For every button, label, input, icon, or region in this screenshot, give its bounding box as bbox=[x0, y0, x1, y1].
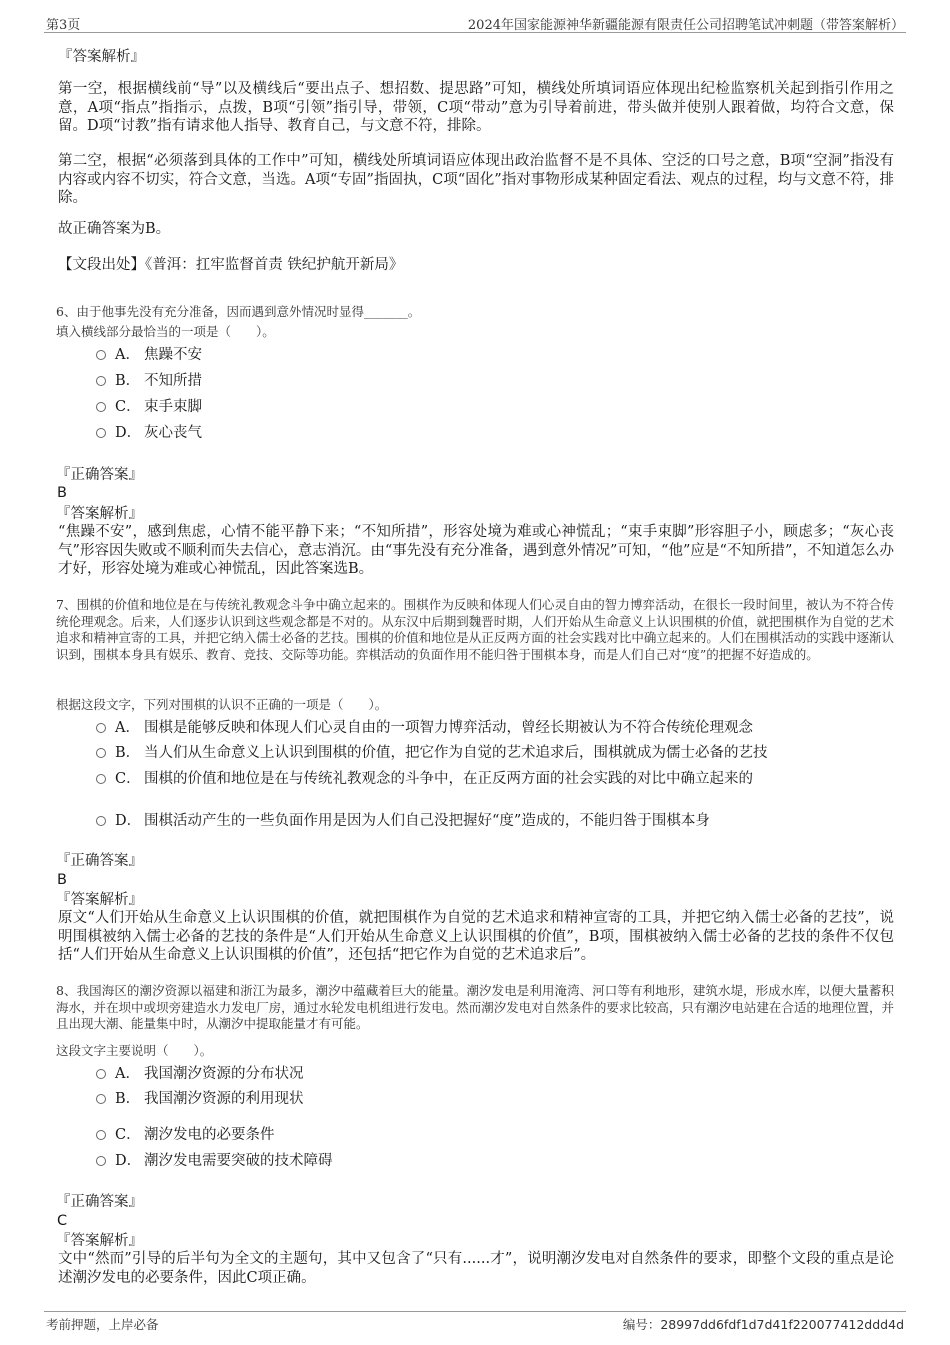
q5-source: 【文段出处】《普洱：扛牢监督首责 铁纪护航开新局》 bbox=[58, 257, 404, 273]
radio-icon[interactable] bbox=[96, 376, 106, 386]
q7-analysis-label: 『答案解析』 bbox=[56, 892, 143, 908]
q8-option-a[interactable]: A． 我国潮汐资源的分布状况 bbox=[96, 1065, 304, 1083]
radio-icon[interactable] bbox=[96, 428, 106, 438]
q6-stem: 6、由于他事先没有充分准备，因而遇到意外情况时显得_______。 bbox=[56, 304, 421, 319]
page-number: 第3页 bbox=[46, 18, 81, 33]
q8-analysis: 文中“然而”引导的后半句为全文的主题句，其中又包含了“只有......才”，说明潮汐发电对自然条件的要求，即整个文段的重点是论述潮汐发电的必要条件，因此C项正确。 bbox=[58, 1251, 894, 1286]
footer-slogan: 考前押题，上岸必备 bbox=[46, 1317, 159, 1332]
q6-answer: B bbox=[57, 485, 67, 501]
q6-answer-label: 『正确答案』 bbox=[56, 467, 143, 483]
q7-stem: 7、围棋的价值和地位是在与传统礼教观念斗争中确立起来的。围棋作为反映和体现人们心灵自由的智力博弈活动，在很长一段时间里，被认为不符合传统伦理观念。后来，人们逐步认识到这些观念都是不对的。从东汉中后期到魏晋时期，人们开始从生命意义上认识围棋的价值，就把围棋作为自觉的艺术追求和精神宣寄的工具，并把它纳入儒士必备的艺技。围棋的价值和地位是从正反两方面的社会实践对比中确立起来的。人们在围棋活动的实践中逐渐认识到，围棋本身具有娱乐、教育、竞技、交际等功能。弈棋活动的负面作用不能归咎于围棋本身，而是人们自己对“度”的把握不好造成的。 bbox=[56, 597, 894, 662]
q5-analysis-p1: 第一空，根据横线前“导”以及横线后“要出点子、想招数、提思路”可知，横线处所填词语应体现出纪检监察机关起到指引作用之意，A项“指点”指指示，点拨，B项“引领”指引导，带领，C项“带动”意为引导着前进，带头做并使别人跟着做，均符合文意，保留。D项“讨教”指有请求他人指导、教育自己，与文意不符，排除。 bbox=[58, 81, 894, 134]
q7-option-a[interactable]: A． 围棋是能够反映和体现人们心灵自由的一项智力博弈活动，曾经长期被认为不符合传统伦理观念 bbox=[96, 719, 753, 737]
q8-option-c[interactable]: C． 潮汐发电的必要条件 bbox=[96, 1126, 275, 1144]
q7-analysis: 原文“人们开始从生命意义上认识围棋的价值，就把围棋作为自觉的艺术追求和精神宣寄的工具，并把它纳入儒士必备的艺技”，说明围棋被纳入儒士必备的艺技的条件是“人们开始从生命意义上认识围棋的价值”，B项，围棋被纳入儒士必备的艺技的条件不仅包括“人们开始从生命意义上认识围棋的价值”，还包括“把它作为自觉的艺术追求后”。 bbox=[58, 910, 894, 963]
radio-icon[interactable] bbox=[96, 1069, 106, 1079]
radio-icon[interactable] bbox=[96, 748, 106, 758]
radio-icon[interactable] bbox=[96, 1130, 106, 1140]
q8-answer-label: 『正确答案』 bbox=[56, 1194, 143, 1210]
radio-icon[interactable] bbox=[96, 402, 106, 412]
document-code: 编号：28997dd6fdf1d7d41f220077412ddd4d bbox=[622, 1317, 904, 1332]
q6-option-d[interactable]: D． 灰心丧气 bbox=[96, 424, 202, 442]
q5-conclusion: 故正确答案为B。 bbox=[58, 221, 171, 237]
q7-option-d[interactable]: D． 围棋活动产生的一些负面作用是因为人们自己没把握好“度”造成的，不能归咎于围棋本身 bbox=[96, 812, 710, 830]
q8-instruction: 这段文字主要说明（ ）。 bbox=[56, 1043, 213, 1058]
q6-analysis: “焦躁不安”，感到焦虑，心情不能平静下来；“不知所措”，形容处境为难或心神慌乱；“束手束脚”形容胆子小，顾虑多；“灰心丧气”形容因失败或不顺利而失去信心，意志消沉。由“事先没有充分准备，遇到意外情况”可知，“他”应是“不知所措”，不知道怎么办才好，形容处境为难或心神慌乱，因此答案选B。 bbox=[58, 524, 894, 577]
q8-analysis-label: 『答案解析』 bbox=[56, 1233, 143, 1249]
q5-analysis-p2: 第二空，根据“必须落到具体的工作中”可知，横线处所填词语应体现出政治监督不是不具体、空泛的口号之意，B项“空洞”指没有内容或内容不切实，符合文意，当选。A项“专固”指固执，C项“固化”指对事物形成某种固定看法、观点的过程，均与文意不符，排除。 bbox=[58, 153, 894, 206]
page-header bbox=[44, 12, 906, 33]
q8-stem: 8、我国海区的潮汐资源以福建和浙江为最多，潮汐中蕴藏着巨大的能量。潮汐发电是利用淹湾、河口等有利地形，建筑水堤，形成水库，以便大量蓄积海水，并在坝中或坝旁建造水力发电厂房，通过水轮发电机组进行发电。然而潮汐发电对自然条件的要求比较高，只有潮汐电站建在合适的地理位置，并且出现大潮、能量集中时，从潮汐中提取能量才有可能。 bbox=[56, 983, 894, 1031]
q7-option-c[interactable]: C． 围棋的价值和地位是在与传统礼教观念的斗争中，在正反两方面的社会实践的对比中确立起来的 bbox=[96, 770, 753, 788]
q6-option-a[interactable]: A． 焦躁不安 bbox=[96, 346, 202, 364]
q6-option-b[interactable]: B． 不知所措 bbox=[96, 372, 202, 390]
document-title: 2024年国家能源神华新疆能源有限责任公司招聘笔试冲刺题（带答案解析） bbox=[467, 18, 904, 33]
q6-instruction: 填入横线部分最恰当的一项是（ ）。 bbox=[56, 324, 275, 339]
q7-instruction: 根据这段文字，下列对围棋的认识不正确的一项是（ ）。 bbox=[56, 697, 388, 712]
page-footer bbox=[44, 1311, 906, 1332]
radio-icon[interactable] bbox=[96, 816, 106, 826]
radio-icon[interactable] bbox=[96, 723, 106, 733]
q8-answer: C bbox=[57, 1213, 68, 1229]
q5-analysis-label: 『答案解析』 bbox=[58, 49, 145, 65]
q7-answer: B bbox=[57, 872, 67, 888]
q6-option-c[interactable]: C． 束手束脚 bbox=[96, 398, 202, 416]
q7-option-b[interactable]: B． 当人们从生命意义上认识到围棋的价值，把它作为自觉的艺术追求后，围棋就成为儒士必备的艺技 bbox=[96, 744, 768, 762]
radio-icon[interactable] bbox=[96, 1156, 106, 1166]
q8-option-b[interactable]: B． 我国潮汐资源的利用现状 bbox=[96, 1090, 304, 1108]
radio-icon[interactable] bbox=[96, 1094, 106, 1104]
radio-icon[interactable] bbox=[96, 774, 106, 784]
q6-analysis-label: 『答案解析』 bbox=[56, 506, 143, 522]
q8-option-d[interactable]: D． 潮汐发电需要突破的技术障碍 bbox=[96, 1152, 333, 1170]
q7-answer-label: 『正确答案』 bbox=[56, 853, 143, 869]
radio-icon[interactable] bbox=[96, 350, 106, 360]
